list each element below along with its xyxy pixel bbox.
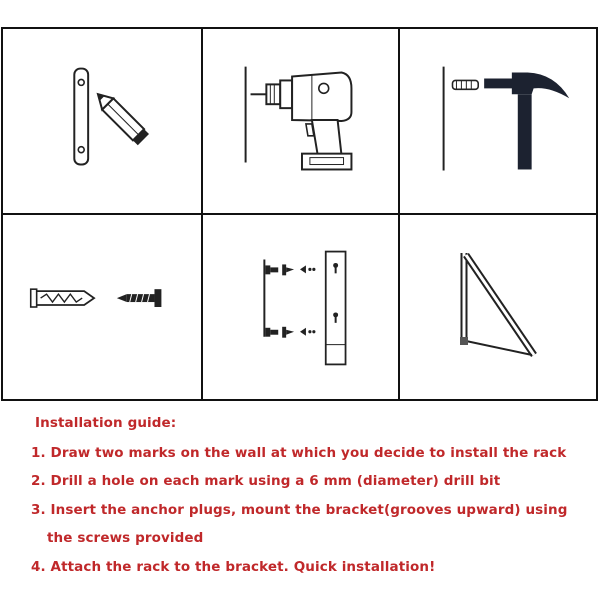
bracket-and-pencil-icon <box>3 29 201 213</box>
panel-drill <box>203 29 400 215</box>
guide-step-3-continued: the screws provided <box>47 530 204 546</box>
guide-step-1: 1. Draw two marks on the wall at which you decide to install the rack <box>31 445 567 461</box>
panel-mark-wall <box>3 29 203 215</box>
guide-step-2: 2. Drill a hole on each mark using a 6 mm (diameter) drill bit <box>31 473 501 489</box>
bracket-mounting-icon <box>203 215 398 399</box>
guide-step-4: 4. Attach the rack to the bracket. Quick installation! <box>31 559 436 575</box>
folding-rack-icon <box>400 215 596 399</box>
guide-title: Installation guide: <box>35 415 177 431</box>
anchor-plug-and-screw-icon <box>3 215 201 399</box>
cordless-drill-icon <box>203 29 398 213</box>
panel-mount-bracket <box>203 215 400 399</box>
panel-anchor-screw <box>3 215 203 399</box>
panel-hammer-anchor <box>400 29 596 215</box>
guide-step-3: 3. Insert the anchor plugs, mount the bracket(grooves upward) using <box>31 502 568 518</box>
panel-attach-rack <box>400 215 596 399</box>
illustration-grid <box>1 27 598 401</box>
anchor-and-hammer-icon <box>400 29 596 213</box>
